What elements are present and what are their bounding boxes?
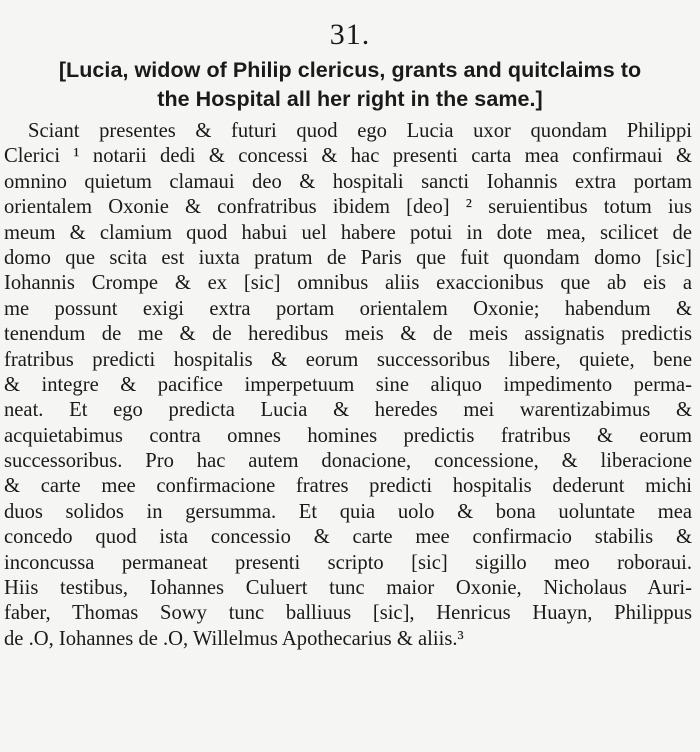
body-line: fratribus predicti hospitalis & eorum successoribus libere, quiete, bene (4, 348, 692, 371)
body-line: Hiis testibus, Iohannes Culuert tunc maior Oxonie, Nicholaus Auri- (4, 577, 692, 600)
body-line: & carte mee confirmacione fratres predicti hospitalis dederunt michi (4, 475, 692, 498)
body-line: omnino quietum clamaui deo & hospitali sancti Iohannis extra portam (4, 170, 692, 193)
body-line: successoribus. Pro hac autem donacione, concessione, & liberacione (4, 450, 692, 473)
body-line: tenendum de me & de heredibus meis & de meis assignatis predictis (4, 323, 692, 346)
body-line: domo que scita est iuxta pratum de Paris que fuit quondam domo [sic] (4, 246, 692, 269)
charter-number: 31. (329, 18, 371, 51)
body-line: faber, Thomas Sowy tunc balliuus [sic], Henricus Huayn, Philippus (4, 602, 692, 625)
body-line: & integre & pacifice imperpetuum sine aliquo impedimento perma- (4, 373, 692, 396)
body-line: neat. Et ego predicta Lucia & heredes mei warentizabimus & (4, 399, 692, 422)
body-line: de .O, Iohannes de .O, Willelmus Apothecarius & aliis.³ (4, 627, 464, 650)
body-line: Iohannis Crompe & ex [sic] omnibus aliis exaccionibus que ab eis a (4, 272, 692, 295)
body-line: inconcussa permaneat presenti scripto [sic] sigillo meo roboraui. (4, 551, 692, 574)
body-line: meum & clamium quod habui uel habere potui in dote mea, scilicet de (4, 221, 692, 244)
heading-line: the Hospital all her right in the same.] (157, 87, 543, 111)
body-line: me possunt exigi extra portam orientalem Oxonie; habendum & (4, 297, 692, 320)
body-line: orientalem Oxonie & confratribus ibidem [deo] ² seruientibus totum ius (4, 196, 692, 219)
body-line: concedo quod ista concessio & carte mee confirmacio stabilis & (4, 526, 692, 549)
charter-heading (4, 56, 696, 114)
body-line: Clerici ¹ notarii dedi & concessi & hac presenti carta mea confirmaui & (4, 145, 692, 168)
charter-body (4, 119, 692, 652)
body-line: acquietabimus contra omnes homines predictis fratribus & eorum (4, 424, 692, 447)
body-line: duos solidos in gersumma. Et quia uolo & bona uoluntate mea (4, 500, 692, 523)
heading-line: [Lucia, widow of Philip clericus, grants and quitclaims to (58, 58, 642, 82)
body-line: Sciant presentes & futuri quod ego Lucia uxor quondam Philippi (28, 120, 692, 142)
